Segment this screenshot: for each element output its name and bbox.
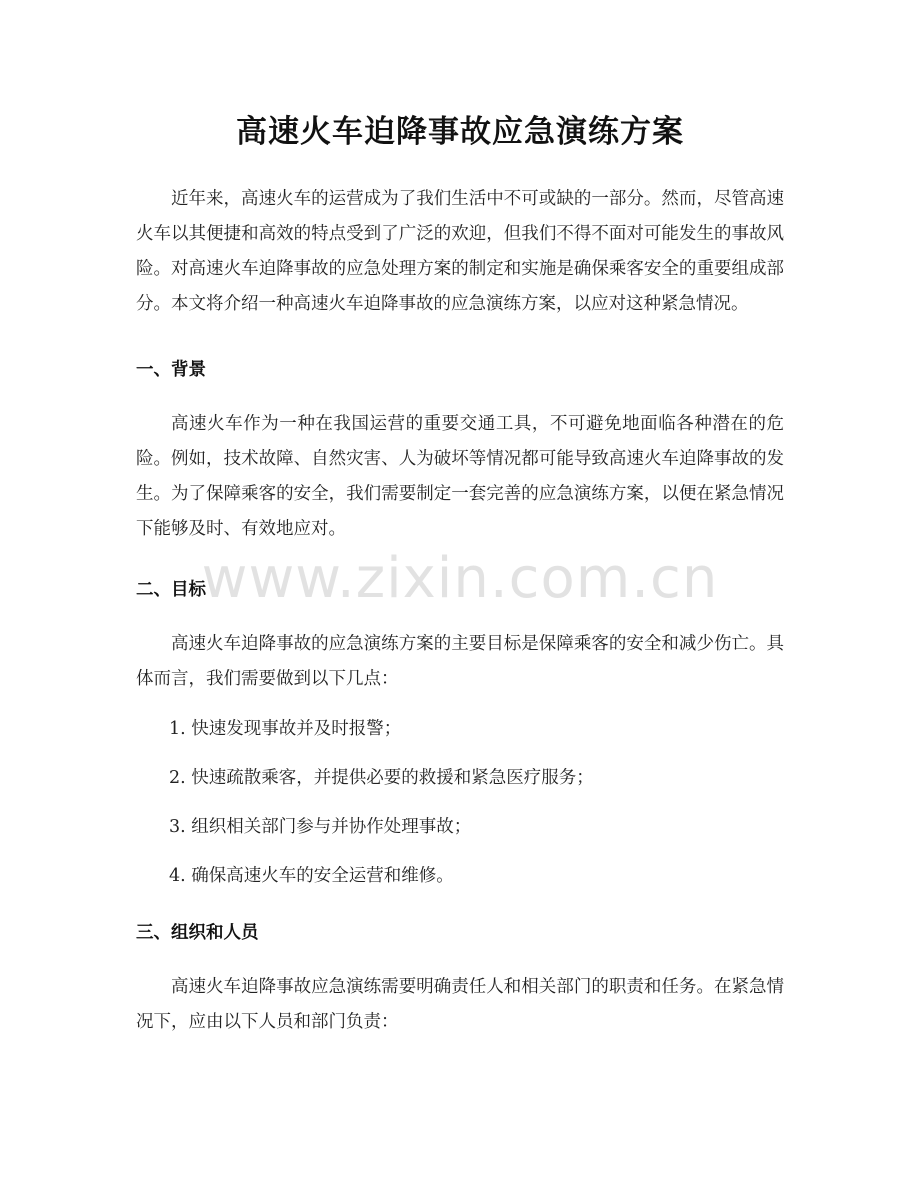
section-body-goals: 高速火车迫降事故的应急演练方案的主要目标是保障乘客的安全和减少伤亡。具体而言，我们需要做到以下几点： [136, 634, 784, 689]
goal-list-item: 3. 组织相关部门参与并协作处理事故； [169, 817, 472, 837]
section-heading-organization: 三、组织和人员 [136, 923, 259, 943]
goal-list-item: 4. 确保高速火车的安全运营和维修。 [169, 866, 454, 886]
document-title: 高速火车迫降事故应急演练方案 [236, 114, 684, 150]
intro-paragraph: 近年来，高速火车的运营成为了我们生活中不可或缺的一部分。然而，尽管高速火车以其便捷和高效的特点受到了广泛的欢迎，但我们不得不面对可能发生的事故风险。对高速火车迫降事故的应急处理方案的制定和实施是确保乘客安全的重要组成部分。本文将介绍一种高速火车迫降事故的应急演练方案，以应对这种紧急情况。 [136, 189, 784, 314]
section-body-background: 高速火车作为一种在我国运营的重要交通工具，不可避免地面临各种潜在的危险。例如，技术故障、自然灾害、人为破坏等情况都可能导致高速火车迫降事故的发生。为了保障乘客的安全，我们需要制定一套完善的应急演练方案，以便在紧急情况下能够及时、有效地应对。 [136, 414, 784, 539]
section-heading-background: 一、背景 [136, 360, 206, 380]
goal-list-item: 1. 快速发现事故并及时报警； [169, 719, 402, 739]
section-body-organization: 高速火车迫降事故应急演练需要明确责任人和相关部门的职责和任务。在紧急情况下，应由以下人员和部门负责： [136, 977, 784, 1032]
watermark-text: www.zixin.com.cn [201, 546, 719, 611]
goal-list-item: 2. 快速疏散乘客，并提供必要的救援和紧急医疗服务； [169, 768, 594, 788]
section-heading-goals: 二、目标 [136, 580, 206, 600]
